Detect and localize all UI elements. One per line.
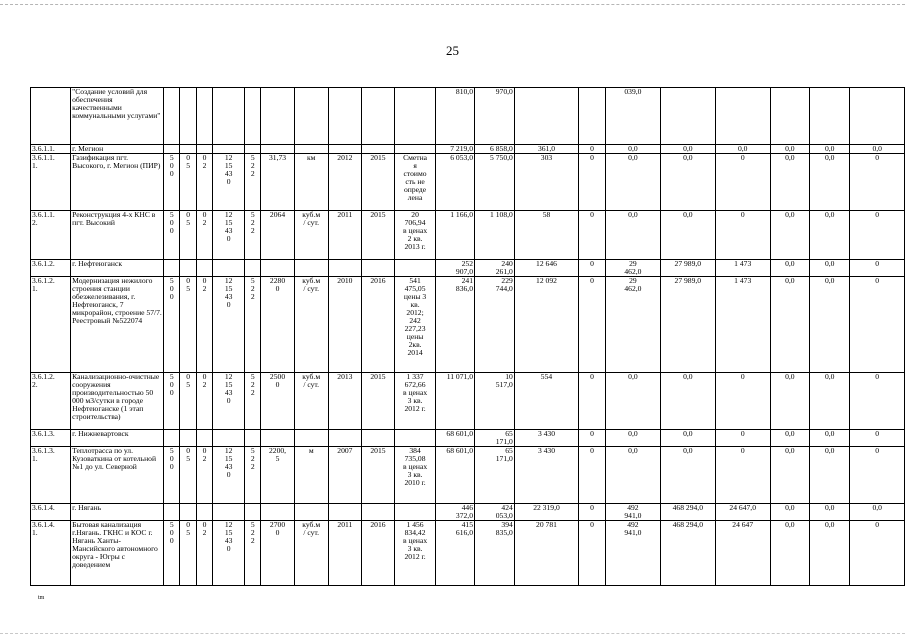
- table-cell: 2011: [328, 211, 361, 260]
- table-cell: 0: [579, 277, 606, 373]
- table-cell: 7 219,0: [436, 145, 475, 154]
- table-cell: 65 171,0: [475, 430, 515, 447]
- table-cell: г. Мегион: [71, 145, 164, 154]
- table-cell: 0: [850, 211, 905, 260]
- table-cell: 446 372,0: [436, 504, 475, 521]
- table-cell: 24 647: [715, 521, 770, 586]
- table-cell: [180, 504, 196, 521]
- table-cell: [213, 260, 245, 277]
- table-cell: [196, 260, 212, 277]
- table-cell: [850, 88, 905, 145]
- table-cell: 1 473: [715, 277, 770, 373]
- table-cell: 541 475,05 цены 3 кв. 2012; 242 227,23 цены 2кв. 2014: [395, 277, 436, 373]
- table-cell: [294, 430, 328, 447]
- table-cell: 0,0: [660, 373, 715, 430]
- table-cell: [294, 504, 328, 521]
- table-cell: [361, 88, 394, 145]
- table-cell: 2280 0: [261, 277, 294, 373]
- table-cell: [361, 145, 394, 154]
- table-cell: [196, 430, 212, 447]
- table-cell: Канализационно-очистные сооружения производительностью 50 000 м3/сутки в городе Нефтеюганске (1 этап строительства): [71, 373, 164, 430]
- table-cell: 0,0: [605, 430, 660, 447]
- table-cell: [810, 88, 850, 145]
- table-cell: 0: [579, 211, 606, 260]
- table-cell: 468 294,0: [660, 521, 715, 586]
- table-body: [31, 88, 905, 586]
- table-cell: 3.6.1.1.: [31, 145, 71, 154]
- table-cell: 11 071,0: [436, 373, 475, 430]
- table-cell: [660, 88, 715, 145]
- table-cell: 3.6.1.1. 2.: [31, 211, 71, 260]
- table-cell: 241 836,0: [436, 277, 475, 373]
- table-cell: 0,0: [850, 145, 905, 154]
- table-cell: 0: [579, 447, 606, 504]
- table-cell: 0: [579, 260, 606, 277]
- table-row: [31, 88, 905, 145]
- table-cell: 3.6.1.2. 1.: [31, 277, 71, 373]
- table-cell: 3.6.1.3.: [31, 430, 71, 447]
- table-cell: 5 0 0: [164, 373, 180, 430]
- table-row: [31, 430, 905, 447]
- table-cell: 424 053,0: [475, 504, 515, 521]
- table-cell: [514, 88, 578, 145]
- table-row: [31, 521, 905, 586]
- table-cell: [180, 260, 196, 277]
- table-cell: 0,0: [605, 211, 660, 260]
- table-cell: 554: [514, 373, 578, 430]
- table-cell: 22 319,0: [514, 504, 578, 521]
- table-cell: 0: [715, 373, 770, 430]
- table-row: [31, 373, 905, 430]
- table-cell: 6 858,0: [475, 145, 515, 154]
- table-cell: 0,0: [660, 145, 715, 154]
- table-cell: 0: [579, 154, 606, 211]
- table-row: [31, 154, 905, 211]
- table-cell: 5 2 2: [245, 373, 261, 430]
- table-cell: 0,0: [605, 154, 660, 211]
- table-cell: 0: [579, 504, 606, 521]
- table-cell: 0 5: [180, 373, 196, 430]
- table-cell: 10 517,0: [475, 373, 515, 430]
- table-cell: 0,0: [770, 145, 809, 154]
- table-cell: 6 053,0: [436, 154, 475, 211]
- table-cell: [180, 145, 196, 154]
- table-cell: 0: [850, 154, 905, 211]
- table-cell: 394 835,0: [475, 521, 515, 586]
- table-cell: 3 430: [514, 447, 578, 504]
- table-row: [31, 447, 905, 504]
- table-cell: [579, 88, 606, 145]
- table-cell: 0,0: [660, 211, 715, 260]
- table-cell: 3.6.1.1. 1.: [31, 154, 71, 211]
- table-cell: 2015: [361, 447, 394, 504]
- table-cell: 0 5: [180, 277, 196, 373]
- table-cell: 12 15 43 0: [213, 277, 245, 373]
- table-cell: 0,0: [770, 373, 809, 430]
- table-cell: 384 735,08 в ценах 3 кв. 2010 г.: [395, 447, 436, 504]
- table-cell: [361, 504, 394, 521]
- table-cell: [196, 504, 212, 521]
- table-cell: 3.6.1.2. 2.: [31, 373, 71, 430]
- table-cell: 2500 0: [261, 373, 294, 430]
- table-cell: 5 750,0: [475, 154, 515, 211]
- table-row: [31, 504, 905, 521]
- table-cell: 0,0: [660, 447, 715, 504]
- table-cell: [395, 145, 436, 154]
- table-cell: 2015: [361, 211, 394, 260]
- table-cell: [395, 430, 436, 447]
- table-cell: 2013: [328, 373, 361, 430]
- table-cell: [395, 504, 436, 521]
- table-cell: 0,0: [770, 260, 809, 277]
- table-cell: 1 108,0: [475, 211, 515, 260]
- table-cell: 0 5: [180, 211, 196, 260]
- table-cell: 0: [715, 430, 770, 447]
- table-cell: [770, 88, 809, 145]
- table-cell: 12 15 43 0: [213, 521, 245, 586]
- table-cell: 2064: [261, 211, 294, 260]
- table-cell: 0,0: [810, 447, 850, 504]
- table-cell: 0,0: [810, 504, 850, 521]
- table-cell: 2011: [328, 521, 361, 586]
- page-number: 25: [446, 43, 459, 58]
- table-row: [31, 260, 905, 277]
- table-cell: 65 171,0: [475, 447, 515, 504]
- table-cell: [294, 145, 328, 154]
- table-cell: 0: [579, 521, 606, 586]
- table-cell: 0 2: [196, 447, 212, 504]
- table-cell: 31,73: [261, 154, 294, 211]
- table-cell: 1 337 672,66 в ценах 3 кв. 2012 г.: [395, 373, 436, 430]
- table-cell: 3.6.1.4. 1.: [31, 521, 71, 586]
- table-cell: [31, 88, 71, 145]
- table-cell: [164, 88, 180, 145]
- table-cell: 0,0: [770, 211, 809, 260]
- table-cell: [261, 504, 294, 521]
- table-cell: 5 0 0: [164, 447, 180, 504]
- table-cell: 0: [715, 447, 770, 504]
- table-cell: "Создание условий для обеспечения качественными коммунальными услугами": [71, 88, 164, 145]
- table-cell: [361, 430, 394, 447]
- table-cell: 2015: [361, 154, 394, 211]
- table-cell: 3.6.1.2.: [31, 260, 71, 277]
- table-cell: 492 941,0: [605, 521, 660, 586]
- table-row: [31, 277, 905, 373]
- table-cell: 0,0: [770, 521, 809, 586]
- table-cell: 58: [514, 211, 578, 260]
- table-cell: 0: [579, 373, 606, 430]
- table-cell: 0,0: [810, 521, 850, 586]
- table-cell: [294, 260, 328, 277]
- table-cell: [261, 145, 294, 154]
- table-cell: [164, 260, 180, 277]
- table-cell: 5 2 2: [245, 277, 261, 373]
- table-cell: [361, 260, 394, 277]
- table-cell: 29 462,0: [605, 277, 660, 373]
- table-cell: 0,0: [770, 447, 809, 504]
- table-cell: 0,0: [770, 154, 809, 211]
- table-cell: [715, 88, 770, 145]
- table-cell: 68 601,0: [436, 447, 475, 504]
- table-cell: 5 2 2: [245, 211, 261, 260]
- table-cell: 2012: [328, 154, 361, 211]
- table-cell: [294, 88, 328, 145]
- table-cell: Реконструкция 4-х КНС в пгт. Высокий: [71, 211, 164, 260]
- table-cell: [328, 504, 361, 521]
- table-cell: 0,0: [770, 504, 809, 521]
- table-cell: 039,0: [605, 88, 660, 145]
- table-cell: м: [294, 447, 328, 504]
- table-cell: 68 601,0: [436, 430, 475, 447]
- table-cell: 27 989,0: [660, 277, 715, 373]
- table-cell: 0 2: [196, 277, 212, 373]
- table-cell: куб.м / сут.: [294, 211, 328, 260]
- table-cell: 0,0: [810, 430, 850, 447]
- table-cell: Теплотрасса по ул. Кузоваткина от котельной №1 до ул. Северной: [71, 447, 164, 504]
- table-cell: [180, 88, 196, 145]
- table-cell: 5 2 2: [245, 521, 261, 586]
- table-cell: 361,0: [514, 145, 578, 154]
- table-cell: 2200, 5: [261, 447, 294, 504]
- table-cell: [164, 504, 180, 521]
- table-cell: 5 2 2: [245, 154, 261, 211]
- table-cell: 0 2: [196, 521, 212, 586]
- table-cell: 12 15 43 0: [213, 447, 245, 504]
- table-cell: г. Нефтеюганск: [71, 260, 164, 277]
- table-cell: Сметна я стоимо сть не опреде лена: [395, 154, 436, 211]
- page-footnote: tm: [38, 595, 45, 601]
- table-cell: 0: [850, 430, 905, 447]
- table-cell: [245, 260, 261, 277]
- table-cell: 303: [514, 154, 578, 211]
- table-cell: г. Нягань: [71, 504, 164, 521]
- scan-bottom-edge: [0, 633, 905, 635]
- table-cell: 0: [850, 373, 905, 430]
- table-cell: 0: [715, 154, 770, 211]
- table-cell: 0: [579, 430, 606, 447]
- table-cell: [164, 145, 180, 154]
- table-cell: 2016: [361, 521, 394, 586]
- table-cell: [213, 504, 245, 521]
- table-cell: 5 0 0: [164, 277, 180, 373]
- table-cell: 12 15 43 0: [213, 373, 245, 430]
- table-cell: 29 462,0: [605, 260, 660, 277]
- table-cell: 3.6.1.3. 1.: [31, 447, 71, 504]
- table-cell: 0,0: [810, 145, 850, 154]
- table-cell: 0 5: [180, 154, 196, 211]
- table-cell: 0,0: [810, 260, 850, 277]
- table-cell: [213, 430, 245, 447]
- investment-table: [30, 87, 905, 586]
- table-cell: км: [294, 154, 328, 211]
- table-cell: 0,0: [660, 154, 715, 211]
- table-cell: 0 2: [196, 373, 212, 430]
- table-cell: 2016: [361, 277, 394, 373]
- table-cell: 0,0: [810, 373, 850, 430]
- table-cell: [395, 260, 436, 277]
- table-cell: 27 989,0: [660, 260, 715, 277]
- table-cell: 0,0: [810, 154, 850, 211]
- table-cell: 0: [715, 211, 770, 260]
- table-cell: [328, 260, 361, 277]
- table-cell: 20 781: [514, 521, 578, 586]
- table-cell: [261, 430, 294, 447]
- table-cell: 492 941,0: [605, 504, 660, 521]
- table-cell: 0,0: [810, 211, 850, 260]
- table-cell: 12 15 43 0: [213, 154, 245, 211]
- table-cell: 0,0: [660, 430, 715, 447]
- table-cell: [261, 88, 294, 145]
- table-cell: 0,0: [605, 447, 660, 504]
- table-cell: куб.м / сут.: [294, 277, 328, 373]
- table-cell: [196, 88, 212, 145]
- table-cell: 240 261,0: [475, 260, 515, 277]
- table-cell: Модернизация нежилого строения станции обезжелезивания, г. Нефтеюганск, 7 микрорайон, строение 57/7. Реестровый №522074: [71, 277, 164, 373]
- table-cell: [180, 430, 196, 447]
- table-row: [31, 211, 905, 260]
- table-cell: [328, 88, 361, 145]
- table-cell: куб.м / сут.: [294, 373, 328, 430]
- table-cell: 810,0: [436, 88, 475, 145]
- table-cell: 229 744,0: [475, 277, 515, 373]
- table-cell: [261, 260, 294, 277]
- table-cell: 1 456 834,42 в ценах 3 кв. 2012 г.: [395, 521, 436, 586]
- table-cell: 3.6.1.4.: [31, 504, 71, 521]
- table-cell: [213, 145, 245, 154]
- table-cell: [213, 88, 245, 145]
- table-cell: [328, 145, 361, 154]
- table-cell: 0 5: [180, 447, 196, 504]
- table-cell: 0,0: [850, 504, 905, 521]
- table-cell: 5 2 2: [245, 447, 261, 504]
- table-cell: 24 647,0: [715, 504, 770, 521]
- table-cell: 1 473: [715, 260, 770, 277]
- table-cell: 0,0: [715, 145, 770, 154]
- table-cell: [245, 88, 261, 145]
- table-cell: 12 646: [514, 260, 578, 277]
- table-cell: 3 430: [514, 430, 578, 447]
- table-cell: 0 5: [180, 521, 196, 586]
- table-cell: 2010: [328, 277, 361, 373]
- table-cell: 0: [850, 447, 905, 504]
- table-cell: 0: [850, 521, 905, 586]
- table-cell: [245, 145, 261, 154]
- table-cell: 0,0: [770, 277, 809, 373]
- table-cell: 5 0 0: [164, 154, 180, 211]
- table-cell: Газификация пгт. Высокого, г. Мегион (ПИР): [71, 154, 164, 211]
- table-cell: 0 2: [196, 211, 212, 260]
- table-cell: 468 294,0: [660, 504, 715, 521]
- table-cell: [245, 504, 261, 521]
- table-cell: [196, 145, 212, 154]
- table-row: [31, 145, 905, 154]
- table-cell: 970,0: [475, 88, 515, 145]
- table-cell: куб.м / сут.: [294, 521, 328, 586]
- table-cell: 0,0: [810, 277, 850, 373]
- table-cell: 12 092: [514, 277, 578, 373]
- table-cell: 252 907,0: [436, 260, 475, 277]
- table-cell: 12 15 43 0: [213, 211, 245, 260]
- table-cell: 5 0 0: [164, 211, 180, 260]
- table-cell: [395, 88, 436, 145]
- table-cell: 0,0: [605, 145, 660, 154]
- table-cell: 0,0: [770, 430, 809, 447]
- table-cell: 2015: [361, 373, 394, 430]
- table-cell: 0,0: [605, 373, 660, 430]
- table-cell: [164, 430, 180, 447]
- table-cell: 5 0 0: [164, 521, 180, 586]
- table-cell: 415 616,0: [436, 521, 475, 586]
- table-cell: 1 166,0: [436, 211, 475, 260]
- scan-top-edge: [0, 4, 905, 6]
- table-cell: Бытовая канализация г.Нягань. ГКНС и КОС г. Нягань Ханты-Мансийского автономного округа - Югры с доведением: [71, 521, 164, 586]
- table-cell: 20 706,94 в ценах 2 кв. 2013 г.: [395, 211, 436, 260]
- table-cell: 0 2: [196, 154, 212, 211]
- table-cell: 0: [850, 260, 905, 277]
- table-cell: [328, 430, 361, 447]
- table-cell: 2007: [328, 447, 361, 504]
- table-cell: 0: [850, 277, 905, 373]
- table-cell: [245, 430, 261, 447]
- table-cell: 2700 0: [261, 521, 294, 586]
- table-cell: г. Нижневартовск: [71, 430, 164, 447]
- table-cell: 0: [579, 145, 606, 154]
